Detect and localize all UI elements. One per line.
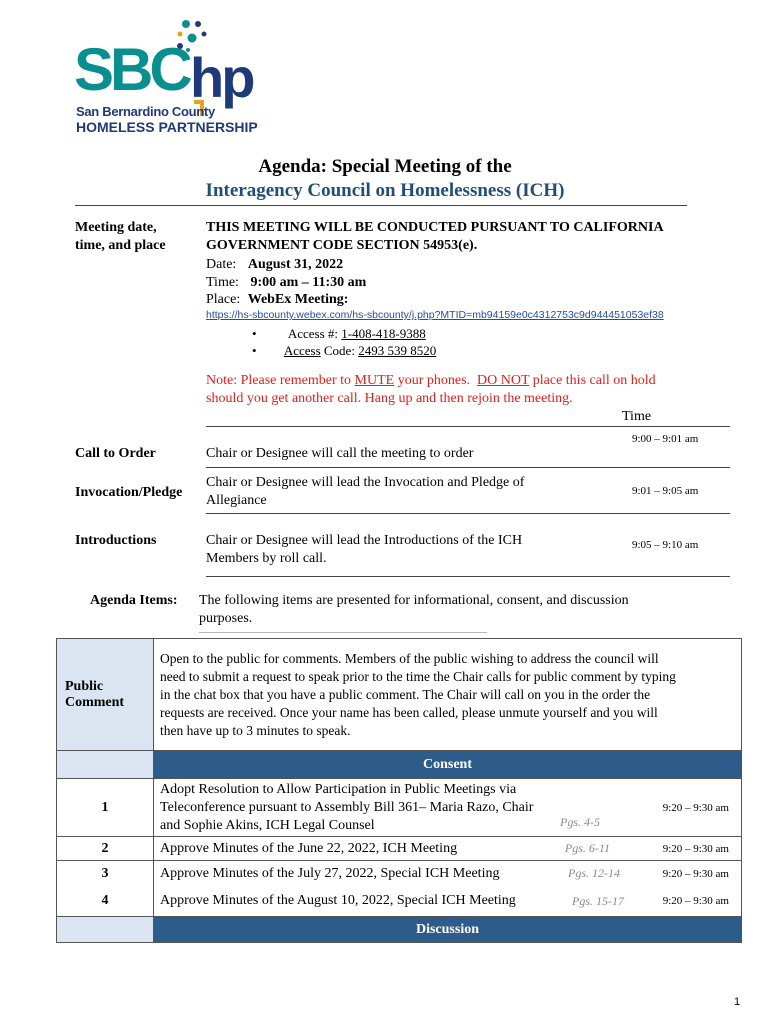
logo-letters-hp: hp	[190, 46, 253, 109]
title-divider	[75, 205, 687, 206]
agenda-items-desc2: purposes.	[199, 611, 253, 626]
webex-link[interactable]: https://hs-sbcounty.webex.com/hs-sbcounty/j.php?MTID=mb94159e0c4312753c9d944451053ef38	[206, 309, 664, 321]
item-number: 3	[57, 861, 154, 887]
consent-header-left	[57, 751, 154, 779]
call-to-order-label: Call to Order	[75, 446, 156, 461]
public-comment-line: in the chat box that you have a public comment. The Chair will call on you in the order the	[160, 686, 651, 702]
consent-item-3	[57, 861, 742, 887]
note-part-a: Note: Please remember to	[206, 373, 355, 388]
item-line: Approve Minutes of the June 22, 2022, ICH Meeting	[160, 840, 458, 856]
item-line: Teleconference pursuant to Assembly Bill 361– Maria Razo, Chair	[160, 799, 534, 815]
access-label: Access #:	[287, 326, 338, 341]
item-time: 9:20 – 9:30 am	[624, 887, 742, 917]
note-part-b: your phones.	[394, 373, 478, 388]
introductions-time: 9:05 – 9:10 am	[632, 539, 699, 551]
logo-letters: SBC	[74, 36, 189, 103]
invocation-label: Invocation/Pledge	[75, 485, 183, 500]
invocation-desc1: Chair or Designee will lead the Invocation and Pledge of	[206, 475, 525, 490]
date-row	[206, 257, 343, 273]
item-line: Approve Minutes of the August 10, 2022, Special ICH Meeting	[160, 893, 516, 909]
public-comment-label1: Public	[65, 678, 104, 694]
meeting-label-line1: Meeting date,	[75, 220, 157, 235]
time-column-header: Time	[622, 409, 652, 424]
item-description	[154, 779, 625, 837]
item-time: 9:20 – 9:30 am	[624, 861, 742, 887]
public-comment-label2: Comment	[65, 694, 125, 710]
agenda-items-label: Agenda Items:	[90, 593, 178, 608]
call-to-order-desc: Chair or Designee will call the meeting to order	[206, 446, 474, 461]
public-comment-line: then have up to 3 minutes to speak.	[160, 722, 351, 738]
discussion-header-row	[57, 917, 742, 943]
discussion-header: Discussion	[154, 917, 742, 943]
introductions-label: Introductions	[75, 533, 157, 548]
consent-header: Consent	[154, 751, 742, 779]
access-number-row	[252, 326, 426, 342]
notice-line1: THIS MEETING WILL BE CONDUCTED PURSUANT TO CALIFORNIA	[206, 220, 664, 235]
item-description	[154, 861, 625, 887]
note-line2: should you get another call. Hang up and then rejoin the meeting.	[206, 391, 573, 406]
consent-item-2	[57, 837, 742, 861]
item-pages: Pgs. 12-14	[568, 866, 620, 881]
logo	[74, 18, 258, 138]
consent-header-row	[57, 751, 742, 779]
public-comment-text	[154, 639, 742, 751]
agenda-items-desc1: The following items are presented for informational, consent, and discussion	[199, 593, 629, 608]
place-row	[206, 292, 348, 308]
item-pages: Pgs. 15-17	[572, 893, 624, 908]
introductions-desc2: Members by roll call.	[206, 551, 327, 566]
page-number: 1	[734, 996, 741, 1008]
time-header-rule	[206, 426, 730, 427]
place-value: WebEx Meeting:	[247, 292, 349, 307]
row-divider	[206, 467, 730, 468]
agenda-items-rule: ________________________________________________________________	[199, 624, 487, 634]
item-time: 9:20 – 9:30 am	[624, 779, 742, 837]
item-number: 1	[57, 779, 154, 837]
meeting-label-line2: time, and place	[75, 238, 166, 253]
public-comment-line: need to submit a request to speak prior to the time the Chair calls for public comment by typing	[160, 668, 676, 684]
item-description	[154, 837, 625, 861]
code-value: 2493 539 8520	[358, 343, 437, 358]
agenda-table	[56, 638, 742, 943]
item-line: and Sophie Akins, ICH Legal Counsel	[160, 817, 375, 833]
item-time: 9:20 – 9:30 am	[624, 837, 742, 861]
item-pages: Pgs. 4-5	[560, 814, 600, 829]
time-label: Time:	[206, 275, 239, 290]
public-comment-row	[57, 639, 742, 751]
time-row	[206, 275, 366, 291]
discussion-header-left	[57, 917, 154, 943]
access-code-row	[252, 343, 436, 359]
invocation-desc2: Allegiance	[206, 493, 267, 508]
item-number: 4	[57, 887, 154, 917]
item-description	[154, 887, 625, 917]
note-donot: DO NOT	[477, 373, 530, 388]
code-label-a: Access	[283, 343, 321, 358]
date-label: Date:	[206, 257, 237, 272]
note-mute: MUTE	[354, 373, 395, 388]
public-comment-label-cell	[57, 639, 154, 751]
note-part-c: place this call on hold	[529, 373, 656, 388]
public-comment-line: Open to the public for comments. Members of the public wishing to address the council will	[160, 650, 659, 666]
consent-item-1	[57, 779, 742, 837]
title-line2: Interagency Council on Homelessness (ICH)	[205, 180, 565, 201]
item-pages: Pgs. 6-11	[564, 841, 610, 855]
access-number[interactable]: 1-408-418-9388	[341, 326, 426, 341]
item-line: Adopt Resolution to Allow Participation in Public Meetings via	[160, 781, 517, 797]
notice-line2: GOVERNMENT CODE SECTION 54953(e).	[206, 238, 478, 253]
bullet-icon: •	[252, 326, 257, 341]
bullet-icon: •	[252, 343, 257, 358]
call-to-order-time: 9:00 – 9:01 am	[632, 433, 699, 445]
item-line: Approve Minutes of the July 27, 2022, Special ICH Meeting	[160, 865, 500, 881]
logo-org-line1: San Bernardino County	[76, 104, 215, 119]
title-line1: Agenda: Special Meeting of the	[258, 156, 512, 177]
place-label: Place:	[206, 292, 241, 307]
code-label-b: Code:	[323, 343, 355, 358]
mute-note	[206, 373, 656, 389]
date-value: August 31, 2022	[247, 257, 344, 272]
invocation-time: 9:01 – 9:05 am	[632, 485, 699, 497]
row-divider	[206, 513, 730, 514]
introductions-desc1: Chair or Designee will lead the Introductions of the ICH	[206, 533, 523, 548]
logo-org-line2: HOMELESS PARTNERSHIP	[76, 119, 258, 135]
public-comment-line: requests are received. Once your name has been called, please unmute yourself and you will	[160, 704, 658, 720]
consent-item-4	[57, 887, 742, 917]
item-number: 2	[57, 837, 154, 861]
time-value: 9:00 am – 11:30 am	[250, 275, 367, 290]
row-divider	[206, 576, 730, 577]
